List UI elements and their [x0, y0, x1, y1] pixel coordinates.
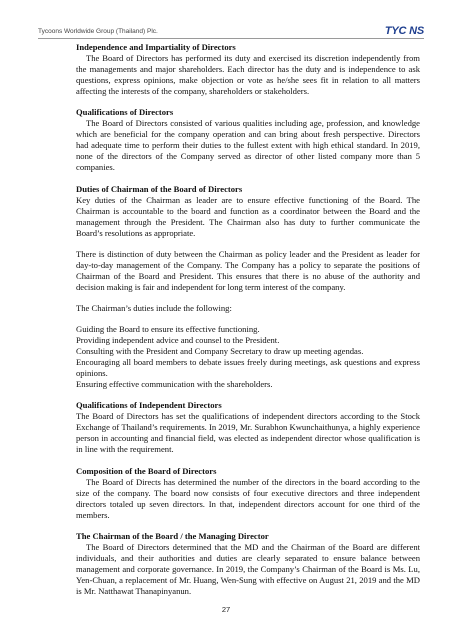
duties-list-intro: The Chairman’s duties include the following:: [76, 302, 232, 313]
paragraph-qualifications: The Board of Directors consisted of various qualities including age, profession, and knowledge which are beneficial for the company operation and can bring about fresh perspective. Directors had adequate time to perform their duties to the fullest extent with high ethical standard. In 2019, none of the directors of the Company served as director of other listed company more than 5 companies.: [76, 118, 420, 173]
paragraph-composition: The Board of Directs has determined the number of the directors in the board according to the size of the company. The board now consists of four executive directors and three independent directors totaled up seven directors. In that, independent directors account for one third of the members.: [76, 476, 420, 520]
paragraph-independent-directors: The Board of Directors has set the qualifications of independent directors according to the Stock Exchange of Thailand’s requirements. In 2019, Mr. Surabhon Kwunchaithunya, a highly experience person in accounting and financial field, was elected as independent director whose qualification is in line with the requirement.: [76, 411, 420, 455]
duty-item: Ensuring effective communication with the shareholders.: [76, 379, 273, 390]
section-heading-independence: Independence and Impartiality of Directors: [76, 42, 236, 52]
document-body: [76, 42, 420, 597]
duty-item: Guiding the Board to ensure its effective functioning.: [76, 323, 260, 334]
paragraph-chairman-md: The Board of Directors determined that the MD and the Chairman of the Board are different individuals, and their authorities and duties are clearly separated to ensure balance between management and corporate governance. In 2019, the Company’s Chairman of the Board is Ms. Lu, Yen-Chuan, a replacement of Mr. Huang, Wen-Sung with effective on August 21, 2019 and the MD is Mr. Natthawat Thanapinyanun.: [76, 541, 420, 596]
duty-item: Consulting with the President and Company Secretary to draw up meeting agendas.: [76, 346, 364, 357]
section-heading-qualifications: Qualifications of Directors: [76, 107, 174, 118]
paragraph-duty-distinction: There is distinction of duty between the Chairman as policy leader and the President as leader for day-to-day management of the Company. The Company has a policy to separate the positions of Chairman of the Board and President. This ensures that there is no abuse of the authority and decision making is fair and independent for long term interest of the company.: [76, 248, 420, 292]
company-name: Tycoons Worldwide Group (Thailand) Plc.: [38, 28, 158, 35]
section-heading-chairman-md: The Chairman of the Board / the Managing Director: [76, 530, 269, 541]
paragraph-independence: The Board of Directors has performed its duty and exercised its discretion independently from the managements and major shareholders. Each director has the duty and is independence to ask questions, express opinions, make objection or vote as he/she sees fit in relation to all matters affecting the interests of the company, shareholders or stakeholders.: [76, 53, 420, 97]
header-divider: [38, 38, 424, 39]
company-logo: TYC NS: [384, 25, 424, 37]
section-heading-composition: Composition of the Board of Directors: [76, 465, 217, 476]
paragraph-chairman-role: Key duties of the Chairman as leader are to ensure effective functioning of the Board. The Chairman is accountable to the board and function as a coordinator between the Board and the management through the President. The Chairman also has duty to further communicate the Board’s resolutions as appropriate.: [76, 194, 420, 238]
duty-item: Providing independent advice and counsel to the President.: [76, 335, 280, 346]
page-number: 27: [221, 605, 231, 614]
duty-item: Encouraging all board members to debate issues freely during meetings, ask questions and express opinions.: [76, 357, 420, 379]
page-header: [38, 25, 424, 39]
section-heading-chairman-duties: Duties of Chairman of the Board of Directors: [76, 183, 243, 194]
section-heading-independent-directors: Qualifications of Independent Directors: [76, 400, 222, 411]
